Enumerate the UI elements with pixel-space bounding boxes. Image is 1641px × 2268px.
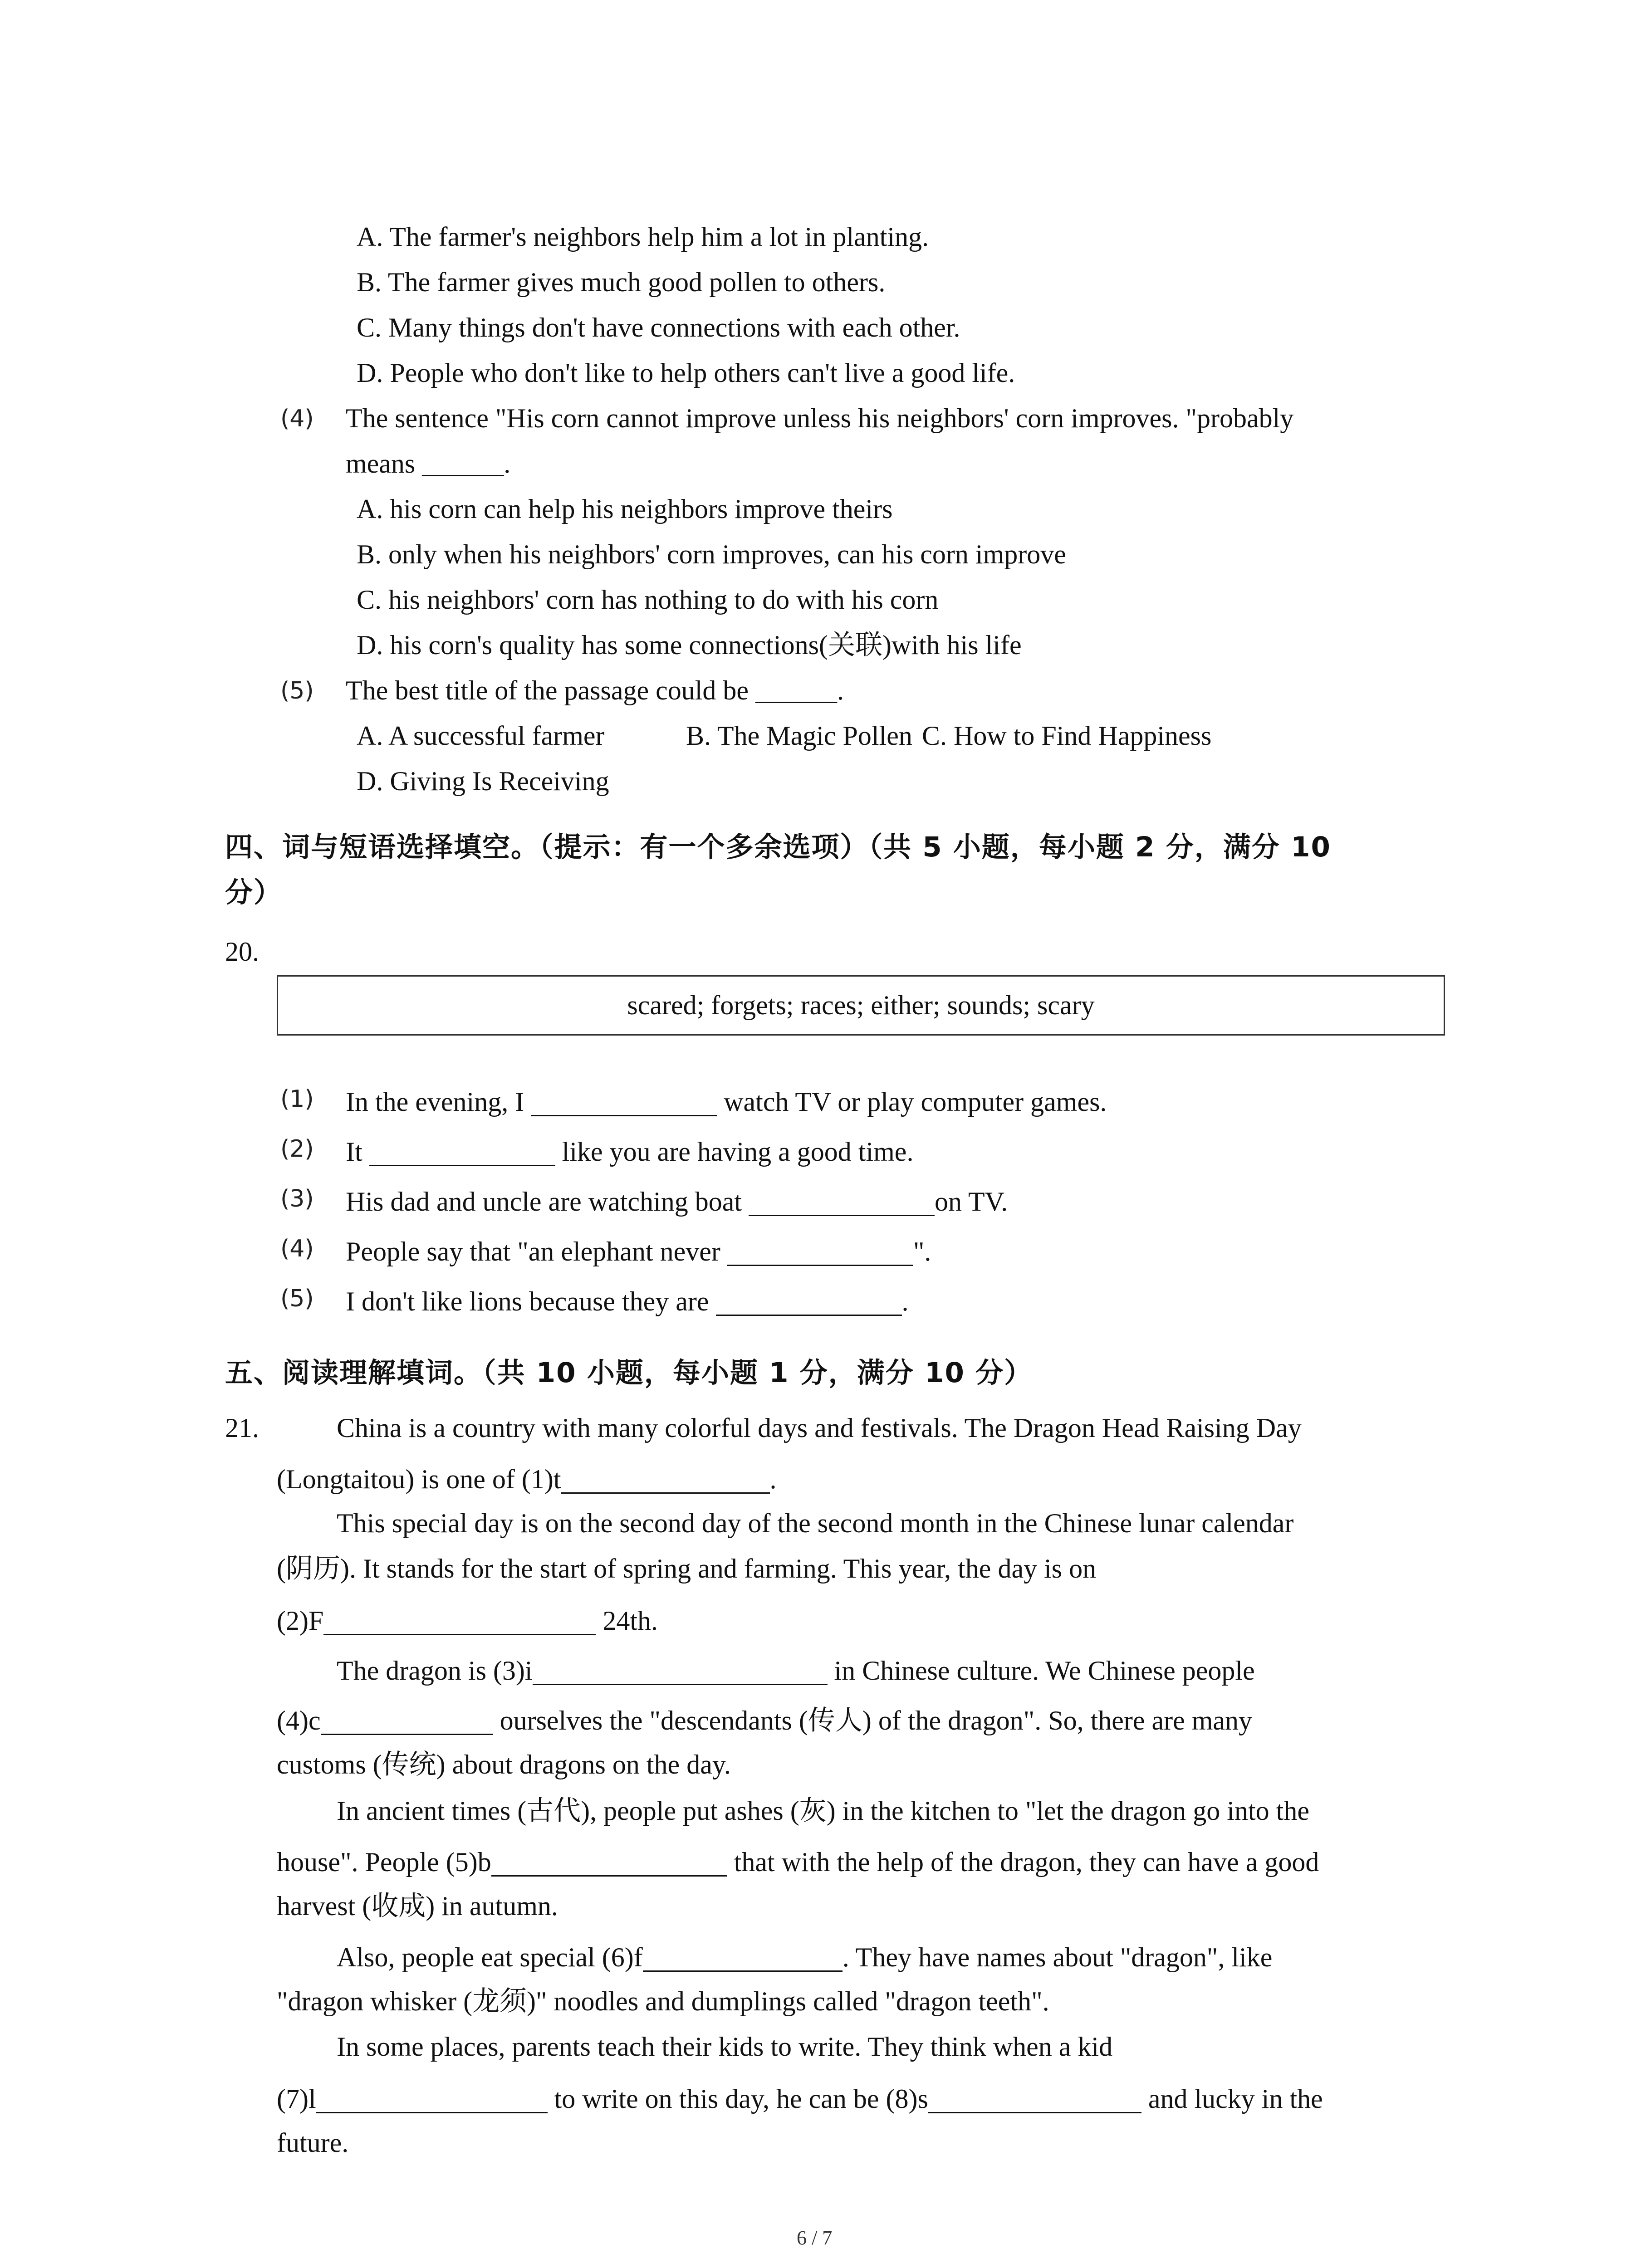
q20-item5-number: (5): [280, 1285, 314, 1312]
q20-item4-blank[interactable]: [727, 1237, 913, 1266]
passage-line-6: [337, 1656, 1255, 1684]
q4-option-c: C. his neighbors' corn has nothing to do with his corn: [357, 585, 939, 615]
blank-2[interactable]: [323, 1606, 596, 1635]
q4-option-b: B. only when his neighbors' corn improves, can his corn improve: [357, 539, 1066, 569]
passage-line-5: [277, 1606, 658, 1634]
passage-line-15-end: and lucky in the: [1148, 2084, 1323, 2114]
q5-option-b: B. The Magic Pollen: [686, 721, 912, 751]
blank-3[interactable]: [533, 1656, 828, 1685]
q3-option-b: B. The farmer gives much good pollen to others.: [357, 267, 886, 297]
q20-item4-after: ".: [913, 1237, 931, 1266]
blank-8[interactable]: [928, 2084, 1141, 2113]
passage-line-7: [277, 1706, 1252, 1734]
passage-line-9: In ancient times (古代), people put ashes (灰) in the kitchen to "let the dragon go into the: [337, 1796, 1309, 1826]
blank-6[interactable]: [643, 1942, 843, 1972]
q20-item1: [346, 1087, 1107, 1115]
page-number: 6 / 7: [797, 2227, 833, 2249]
q20-item1-after: watch TV or play computer games.: [724, 1087, 1107, 1117]
q21-number: 21.: [225, 1413, 259, 1443]
q3-option-a: A. The farmer's neighbors help him a lot in planting.: [357, 222, 929, 252]
passage-line-6-text: The dragon is (3)i: [337, 1656, 533, 1686]
passage-line-15-middle: to write on this day, he can be (8)s: [554, 2084, 928, 2114]
passage-line-10: [277, 1847, 1319, 1876]
q20-number: 20.: [225, 937, 259, 967]
q20-item2-after: like you are having a good time.: [562, 1137, 914, 1167]
passage-line-15: [277, 2084, 1323, 2112]
passage-line-12-text: Also, people eat special (6)f: [337, 1942, 643, 1972]
q20-item3-before: His dad and uncle are watching boat: [346, 1187, 742, 1217]
passage-line-2-end: .: [769, 1464, 777, 1494]
passage-line-6-end: in Chinese culture. We Chinese people: [834, 1656, 1255, 1686]
passage-line-2-text: (Longtaitou) is one of (1)t: [277, 1464, 561, 1494]
passage-line-13: "dragon whisker (龙须)" noodles and dumplings called "dragon teeth".: [277, 1986, 1049, 2016]
q5-stem-suffix: .: [837, 675, 844, 705]
q4-option-a: A. his corn can help his neighbors improve theirs: [357, 494, 893, 524]
passage-line-5-end: 24th.: [603, 1606, 658, 1636]
passage-line-15-text: (7)l: [277, 2084, 316, 2114]
passage-line-7-end: ourselves the "descendants (传人) of the dragon". So, there are many: [500, 1706, 1253, 1735]
passage-line-4: (阴历). It stands for the start of spring and farming. This year, the day is on: [277, 1554, 1097, 1584]
q20-item2-blank[interactable]: [369, 1137, 555, 1166]
section4-heading-line2: 分）: [225, 876, 283, 909]
section5-heading: 五、阅读理解填词。（共 10 小题，每小题 1 分，满分 10 分）: [225, 1357, 1033, 1389]
q5-option-d: D. Giving Is Receiving: [357, 766, 609, 796]
q20-item3-number: (3): [280, 1185, 314, 1212]
q3-option-d: D. People who don't like to help others can't live a good life.: [357, 358, 1015, 388]
q4-number: (4): [280, 405, 314, 432]
q20-item3-blank[interactable]: [749, 1187, 935, 1216]
q20-item5-after: .: [901, 1286, 909, 1316]
q20-item1-blank[interactable]: [531, 1087, 717, 1116]
passage-line-12-end: . They have names about "dragon", like: [842, 1942, 1273, 1972]
q20-item1-number: (1): [280, 1085, 314, 1113]
q20-item5-blank[interactable]: [716, 1286, 902, 1316]
q4-stem-prefix: means: [346, 449, 416, 479]
q4-option-d: D. his corn's quality has some connections(关联)with his life: [357, 630, 1022, 660]
section4-heading-line1: 四、词与短语选择填空。（提示：有一个多余选项）（共 5 小题，每小题 2 分，满分 10: [225, 831, 1331, 863]
q3-option-c: C. Many things don't have connections with each other.: [357, 313, 960, 342]
q5-option-a: A. A successful farmer: [357, 721, 605, 751]
passage-line-10-text: house". People (5)b: [277, 1847, 491, 1877]
q4-stem-line1: The sentence "His corn cannot improve unless his neighbors' corn improves. "probably: [346, 403, 1294, 433]
passage-line-12: [337, 1942, 1272, 1971]
q4-answer-blank: ______: [422, 449, 504, 479]
blank-1[interactable]: [561, 1464, 770, 1494]
q20-item4-before: People say that "an elephant never: [346, 1237, 720, 1266]
blank-5[interactable]: [491, 1847, 727, 1877]
passage-line-1: China is a country with many colorful days and festivals. The Dragon Head Raising Day: [337, 1413, 1302, 1443]
passage-line-10-end: that with the help of the dragon, they can have a good: [734, 1847, 1319, 1877]
q20-item5: [346, 1286, 909, 1315]
q5-answer-blank: ______: [755, 675, 838, 705]
q20-item2-number: (2): [280, 1135, 314, 1163]
q20-item2-before: It: [346, 1137, 362, 1167]
passage-line-3: This special day is on the second day of the second month in the Chinese lunar calendar: [337, 1508, 1294, 1538]
q5-stem-prefix: The best title of the passage could be: [346, 675, 749, 705]
q4-stem-suffix: .: [504, 449, 511, 479]
passage-line-2: [277, 1464, 777, 1493]
q5-stem: [346, 677, 844, 704]
passage-line-8: customs (传统) about dragons on the day.: [277, 1750, 731, 1779]
q20-item1-before: In the evening, I: [346, 1087, 524, 1117]
q5-number: (5): [280, 677, 314, 704]
q5-option-c: C. How to Find Happiness: [922, 721, 1212, 751]
q4-stem-line2: [346, 450, 510, 477]
blank-7[interactable]: [316, 2084, 548, 2113]
passage-line-14: In some places, parents teach their kids to write. They think when a kid: [337, 2032, 1113, 2062]
q20-item3-after: on TV.: [935, 1187, 1008, 1217]
passage-line-7-text: (4)c: [277, 1706, 321, 1735]
word-bank-text: scared; forgets; races; either; sounds; scary: [627, 990, 1095, 1020]
q20-item5-before: I don't like lions because they are: [346, 1286, 709, 1316]
blank-4[interactable]: [321, 1706, 493, 1735]
word-bank-box: [277, 975, 1445, 1036]
q20-item3: [346, 1187, 1008, 1215]
passage-line-16: future.: [277, 2128, 349, 2158]
q20-item2: [346, 1137, 913, 1165]
q20-item4-number: (4): [280, 1235, 314, 1262]
q20-item4: [346, 1237, 931, 1265]
passage-line-5-text: (2)F: [277, 1606, 324, 1636]
passage-line-11: harvest (收成) in autumn.: [277, 1891, 558, 1921]
